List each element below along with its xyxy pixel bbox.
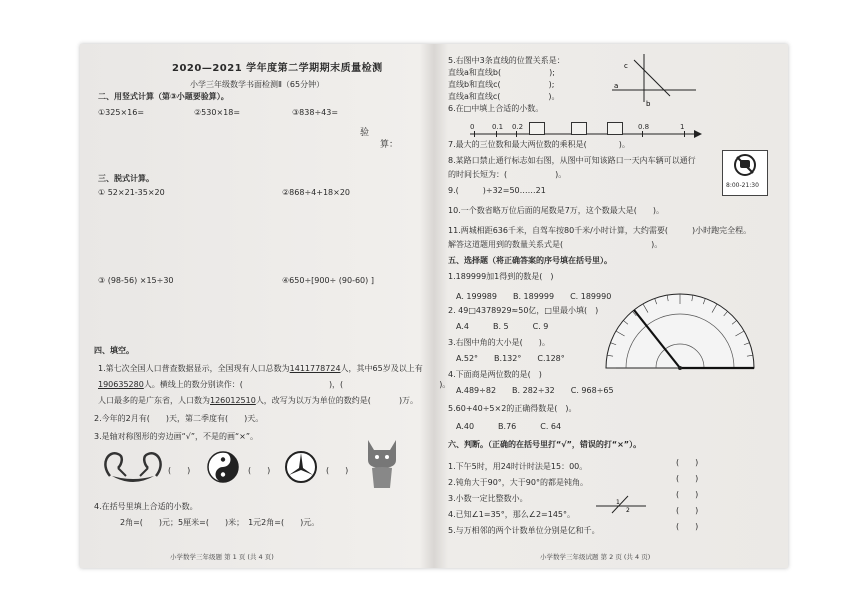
number-line-answer-box[interactable]	[607, 122, 623, 135]
section-3-heading: 三、脱式计算。	[98, 174, 154, 183]
q3-blank-2[interactable]: ( )	[248, 466, 271, 475]
three-lines-figure	[610, 52, 700, 106]
angle-figure	[594, 494, 648, 514]
label-a: a	[614, 82, 619, 90]
protractor-icon	[600, 288, 760, 374]
q11-text: 11.两城相距636千米，自驾车按80千米/小时计算，大约需要( )小时跑完全程。	[448, 226, 752, 235]
q4-line: 2角=( )元；5厘米=( )米； 1元2角=( )元。	[120, 518, 320, 527]
choice-5: 5.60+40÷5×2的正确得数是( )。	[448, 404, 577, 413]
angle-label-2: 2	[626, 507, 630, 514]
number-line-answer-box[interactable]	[529, 122, 545, 135]
number-line-tick-label: 0	[470, 123, 475, 131]
expr-item-3: ③ (98-56) ×15÷30	[98, 276, 174, 285]
q2-text: 2.今年的2月有( )天，第二季度有( )天。	[94, 414, 264, 423]
judge-blank-1[interactable]: ( )	[676, 458, 699, 467]
q3-text: 3.是轴对称图形的旁边画“√”，不是的画“×”。	[94, 432, 259, 441]
sign-time: 8:00-21:30	[726, 182, 759, 189]
q4-text: 4.在括号里填上合适的小数。	[94, 502, 198, 511]
q6-text: 6.在□中填上合适的小数。	[448, 104, 544, 113]
judge-blank-2[interactable]: ( )	[676, 474, 699, 483]
choice-1: 1.189999加1得到的数是( )	[448, 272, 554, 281]
choice-2-options: A.4 B. 5 C. 9	[456, 322, 549, 331]
section-6-heading: 六、判断。（正确的在括号里打“√”，错误的打“×”）。	[448, 440, 642, 449]
calc-item-3: ③838÷43=	[292, 108, 339, 117]
number-line-tick-label: 0.2	[512, 123, 524, 131]
q8-text-2: 的时间长短为：( )。	[448, 170, 567, 179]
yin-yang-icon	[206, 450, 240, 484]
q8-text: 8.某路口禁止通行标志如右图，从图中可知该路口一天内车辆可以通行	[448, 156, 696, 165]
q3-blank-3[interactable]: ( )	[326, 466, 349, 475]
number-line-tick-label: 0.8	[638, 123, 650, 131]
number-line-tick	[474, 131, 475, 137]
q1-line2: 190635280人。横线上的数分别读作：( )，( )。	[98, 380, 451, 389]
judge-1: 1.下午5时，用24时计时法是15：00。	[448, 462, 588, 471]
section-5-heading: 五、选择题（将正确答案的序号填在括号里）。	[448, 256, 612, 265]
judge-4: 4.已知∠1=35°，那么∠2=145°。	[448, 510, 576, 519]
exam-title: 2020—2021 学年度第二学期期末质量检测	[172, 63, 383, 74]
swan-icon	[98, 446, 168, 486]
choice-3-options: A.52° B.132° C.128°	[456, 354, 565, 363]
q7-text: 7.最大的三位数和最大两位数的乘积是( )。	[448, 140, 630, 149]
label-c: c	[624, 62, 628, 70]
expr-item-2: ②868÷4+18×20	[282, 188, 350, 197]
judge-5: 5.与万相邻的两个计数单位分别是亿和千。	[448, 526, 600, 535]
choice-2: 2. 49□4378929≈50亿，□里最小填( )	[448, 306, 599, 315]
verify-label-2: 算：	[380, 140, 399, 150]
no-entry-sign-icon	[722, 150, 768, 196]
right-footer: 小学数学三年级试题 第 2 页 (共 4 页)	[540, 553, 651, 561]
left-footer: 小学数学三年级题 第 1 页 (共 4 页)	[170, 553, 274, 561]
number-line-tick	[496, 131, 497, 137]
q5-line-1: 直线a和直线b( );	[448, 68, 555, 77]
calc-item-2: ②530×18=	[194, 108, 241, 117]
mercedes-logo-icon	[284, 450, 318, 484]
choice-1-options: A. 199989 B. 189999 C. 189990	[456, 292, 612, 301]
q10-text: 10.一个数省略万位后面的尾数是7万，这个数最大是( )。	[448, 206, 665, 215]
q1-line1: 1.第七次全国人口普查数据显示，全国现有人口总数为1411778724人，其中65岁及以上有	[98, 364, 423, 373]
q9-text: 9.( )÷32=50……21	[448, 186, 546, 195]
choice-4: 4.下面商是两位数的是( )	[448, 370, 542, 379]
number-line-answer-box[interactable]	[571, 122, 587, 135]
verify-label: 验	[360, 128, 370, 138]
number-line-tick	[642, 131, 643, 137]
label-b: b	[646, 100, 651, 108]
section-2-heading: 二、用竖式计算（第③小题要验算）。	[98, 92, 229, 101]
choice-3: 3.右图中角的大小是( )。	[448, 338, 550, 347]
q1-line3: 人口最多的是广东省，人口数为126012510人，改写为以万为单位的数约是( )万。	[98, 396, 419, 405]
expr-item-1: ① 52×21-35×20	[98, 188, 165, 197]
number-line-tick-label: 0.1	[492, 123, 504, 131]
choice-5-options: A.40 B.76 C. 64	[456, 422, 562, 431]
judge-blank-5[interactable]: ( )	[676, 522, 699, 531]
q11-text-2: 解答这道题用到的数量关系式是( )。	[448, 240, 663, 249]
section-4-heading: 四、填空。	[94, 346, 134, 355]
number-line-tick	[684, 131, 685, 137]
number-line-tick-label: 1	[680, 123, 685, 131]
q5-line-3: 直线a和直线c( )。	[448, 92, 560, 101]
q5-line-2: 直线b和直线c( );	[448, 80, 555, 89]
number-line-tick	[516, 131, 517, 137]
angle-label-1: 1	[616, 499, 620, 506]
q3-blank-1[interactable]: ( )	[168, 466, 191, 475]
q5-text: 5.右图中3条直线的位置关系是：	[448, 56, 565, 65]
expr-item-4: ④650÷[900÷ (90-60) ]	[282, 276, 374, 285]
calc-item-1: ①325×16=	[98, 108, 145, 117]
judge-3: 3.小数一定比整数小。	[448, 494, 528, 503]
cat-icon	[362, 436, 402, 492]
judge-blank-4[interactable]: ( )	[676, 506, 699, 515]
choice-4-options: A.489÷82 B. 282÷32 C. 968÷65	[456, 386, 614, 395]
judge-2: 2.钝角大于90°，大于90°的都是钝角。	[448, 478, 588, 487]
judge-blank-3[interactable]: ( )	[676, 490, 699, 499]
exam-subtitle: 小学三年级数学书面检测Ⅱ（65分钟）	[190, 80, 325, 89]
